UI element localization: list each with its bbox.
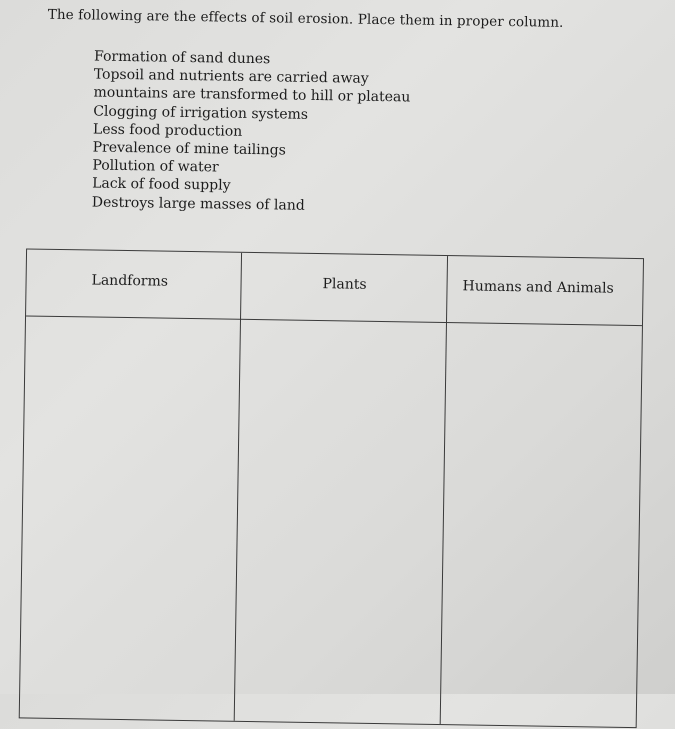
header-landforms: Landforms xyxy=(91,272,169,290)
effect-item: Prevalence of mine tailings xyxy=(92,139,286,159)
effect-item: Destroys large masses of land xyxy=(91,194,305,214)
effect-item: Less food production xyxy=(92,121,243,140)
header-humans-animals: Humans and Animals xyxy=(462,278,614,297)
humans-animals-answer-cell[interactable] xyxy=(441,322,642,727)
instruction-text: The following are the effects of soil erosion. Place them in proper column. xyxy=(47,6,564,31)
classification-table xyxy=(19,248,644,728)
effect-item: Topsoil and nutrients are carried away xyxy=(93,66,369,88)
effect-item: Clogging of irrigation systems xyxy=(93,103,309,123)
effects-list xyxy=(92,47,411,216)
header-plants: Plants xyxy=(322,276,367,293)
plants-answer-cell[interactable] xyxy=(235,319,446,724)
effect-item: Lack of food supply xyxy=(91,175,231,195)
landforms-answer-cell[interactable] xyxy=(20,315,240,720)
effect-item: mountains are transformed to hill or plateau xyxy=(93,84,411,106)
effect-item: Pollution of water xyxy=(92,157,219,176)
effect-item: Formation of sand dunes xyxy=(93,48,271,68)
